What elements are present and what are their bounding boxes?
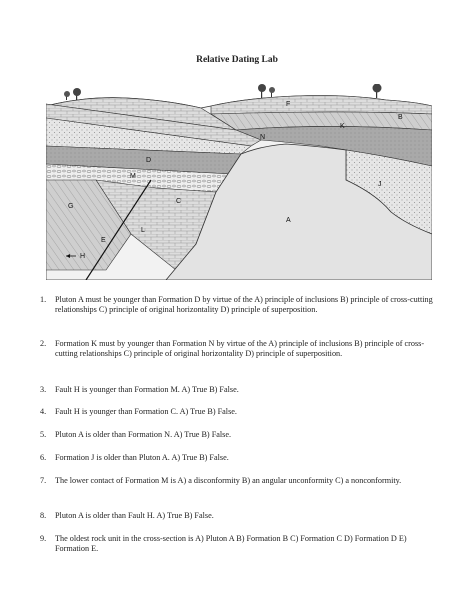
label-l: L xyxy=(141,227,145,234)
label-e: E xyxy=(101,237,106,244)
question-9: 9. The oldest rock unit in the cross-section is A) Pluton A B) Formation B C) Formation C D) Formation D E) Formation E. xyxy=(40,534,407,554)
question-7: 7. The lower contact of Formation M is A) a disconformity B) an angular unconformity C) a nonconformity. xyxy=(40,476,402,485)
label-a: A xyxy=(286,217,291,224)
label-d: D xyxy=(146,157,152,164)
label-f: F xyxy=(286,101,291,108)
question-1: 1. Pluton A must be younger than Formation D by virtue of the A) principle of inclusions B) principle of cross-cutting relationships C) principle of original horizontality D) principle of superposition. xyxy=(40,295,433,315)
question-2: 2. Formation K must by younger than Formation N by virtue of the A) principle of inclusions B) principle of cross-cutting relationships C) principle of original horizontality D) principle of superposition. xyxy=(40,339,425,359)
label-c: C xyxy=(176,198,182,205)
question-6: 6. Formation J is older than Pluton A. A) True B) False. xyxy=(40,453,229,462)
document-title: Relative Dating Lab xyxy=(196,55,278,65)
question-4: 4. Fault H is younger than Formation C. A) True B) False. xyxy=(40,407,237,416)
label-g: G xyxy=(68,203,74,210)
cross-section-figure xyxy=(46,84,432,280)
label-j: J xyxy=(378,181,382,188)
label-n: N xyxy=(260,134,266,141)
question-3: 3. Fault H is younger than Formation M. A) True B) False. xyxy=(40,385,239,394)
question-8: 8. Pluton A is older than Fault H. A) True B) False. xyxy=(40,511,214,520)
label-h: H xyxy=(80,253,86,260)
label-m: M xyxy=(130,173,136,180)
label-b: B xyxy=(398,114,403,121)
label-k: K xyxy=(340,123,345,130)
question-5: 5. Pluton A is older than Formation N. A) True B) False. xyxy=(40,430,232,439)
